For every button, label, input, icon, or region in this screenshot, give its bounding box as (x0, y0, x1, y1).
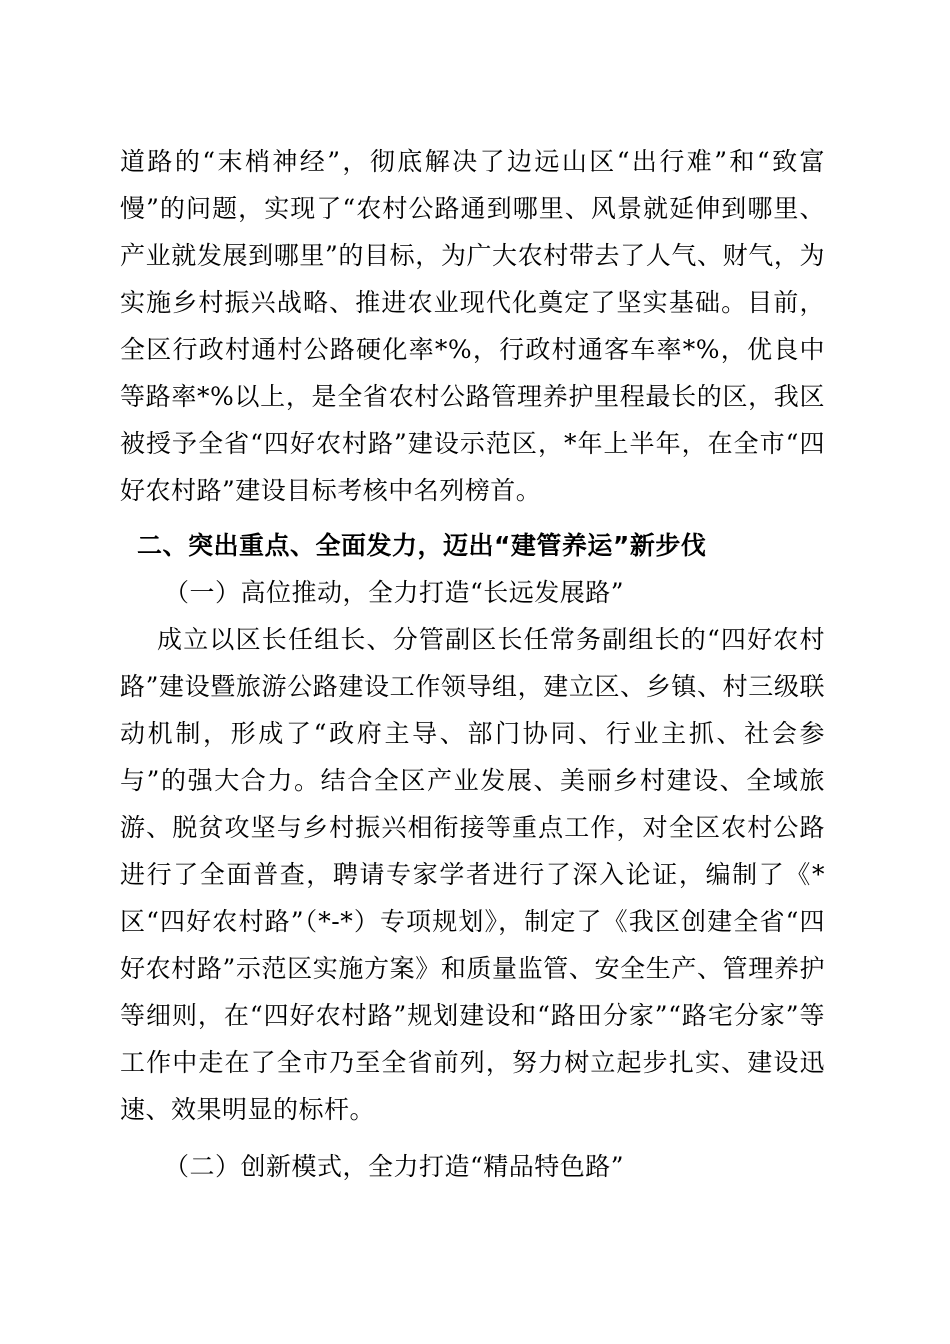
subsection-heading-2: （二）创新模式，全力打造“精品特色路” (164, 1152, 625, 1181)
section-heading-2: 二、突出重点、全面发力，迈出“建管养运”新步伐 (137, 531, 707, 560)
subsection-heading-1: （一）高位推动，全力打造“长远发展路” (164, 578, 625, 607)
body-paragraph-2: 成立以区长任组长、分管副区长任常务副组长的“四好农村路”建设暨旅游公路建设工作领导组，建立区、乡镇、村三级联动机制，形成了“政府主导、部门协同、行业主抓、社会参与”的强大合力。结合全区产业发展、美丽乡村建设、全域旅游、脱贫攻坚与乡村振兴相衔接等重点工作，对全区农村公路进行了全面普查，聘请专家学者进行了深入论证，编制了《*区“四好农村路”（*-*）专项规划》，制定了《我区创建全省“四好农村路”示范区实施方案》和质量监管、安全生产、管理养护等细则，在“四好农村路”规划建设和“路田分家”“路宅分家”等工作中走在了全市乃至全省前列，努力树立起步扎实、建设迅速、效果明显的标杆。 (120, 625, 825, 1124)
document-page (120, 138, 825, 1190)
body-paragraph-1: 道路的“末梢神经”，彻底解决了边远山区“出行难”和“致富慢”的问题，实现了“农村公路通到哪里、风景就延伸到哪里、产业就发展到哪里”的目标，为广大农村带去了人气、财气，为实施乡村振兴战略、推进农业现代化奠定了坚实基础。目前，全区行政村通村公路硬化率*%，行政村通客车率*%，优良中等路率*%以上，是全省农村公路管理养护里程最长的区，我区被授予全省“四好农村路”建设示范区，*年上半年，在全市“四好农村路”建设目标考核中名列榜首。 (120, 147, 825, 505)
